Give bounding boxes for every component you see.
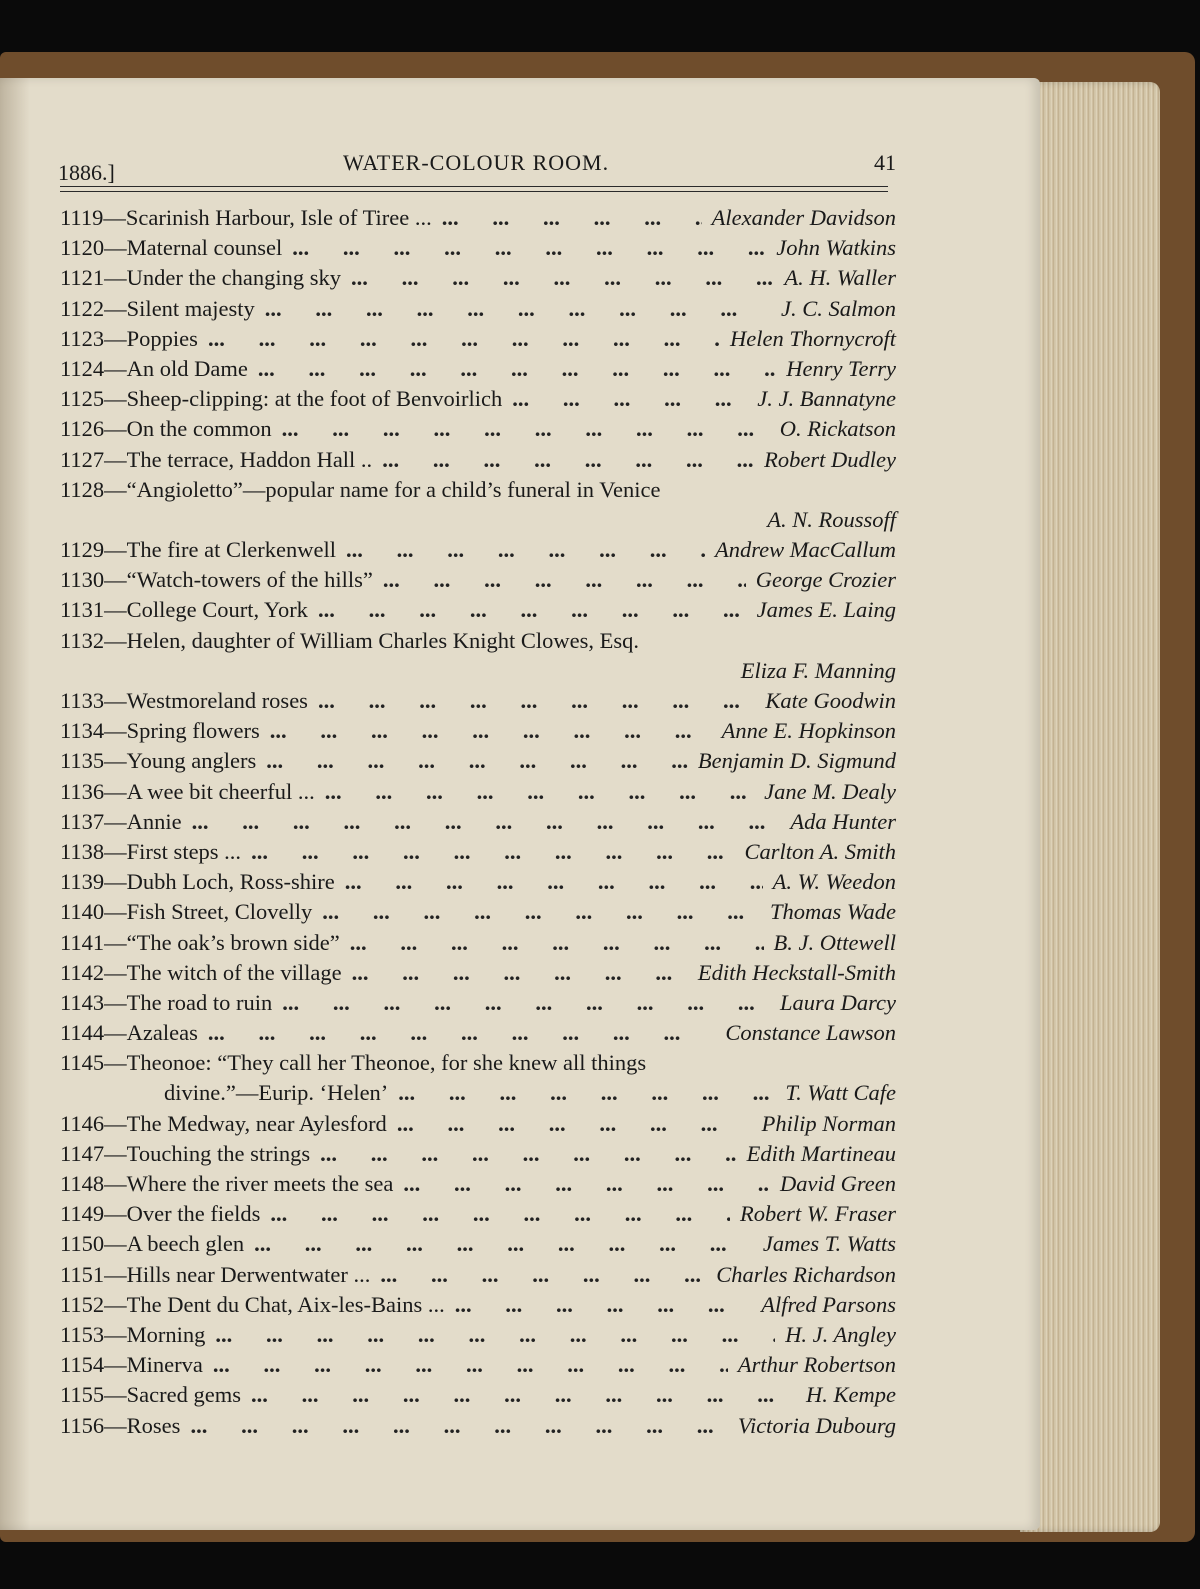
entry-artist: H. J. Angley (785, 1321, 896, 1347)
entry-title: Under the changing sky (126, 265, 341, 291)
entry-title: The road to ruin (126, 989, 273, 1015)
entry-title: “Watch-towers of the hills” (126, 567, 373, 593)
entry-dash: — (104, 1412, 127, 1438)
entry-number: 1122 (60, 295, 105, 321)
catalogue-entry (60, 1290, 896, 1320)
entry-title: Touching the strings (126, 1140, 311, 1166)
entry-dash: — (104, 1201, 127, 1227)
entry-line (60, 867, 896, 897)
entry-artist: H. Kempe (806, 1382, 896, 1408)
entry-number: 1153 (60, 1321, 105, 1347)
entry-artist: A. H. Waller (784, 265, 896, 291)
entry-title: Spring flowers (126, 718, 260, 744)
entry-artist: Benjamin D. Sigmund (697, 748, 896, 774)
entry-line (60, 686, 896, 716)
entry-line (60, 837, 896, 867)
entry-line (60, 928, 896, 958)
entry-number: 1151 (60, 1261, 105, 1287)
catalogue-entry (60, 777, 896, 807)
entry-line (60, 1109, 896, 1139)
entry-line (60, 716, 896, 746)
entry-title: Azaleas (126, 1020, 198, 1046)
entry-artist: Eliza F. Manning (740, 657, 896, 683)
entry-title: Hills near Derwentwater ... (126, 1261, 371, 1287)
entry-artist: Robert Dudley (764, 446, 896, 472)
leader-dots (192, 807, 781, 837)
entry-number: 1156 (60, 1412, 105, 1438)
entry-line (60, 897, 896, 927)
entry-dash: — (104, 1261, 127, 1287)
catalogue-entry (60, 324, 896, 354)
entry-line (60, 777, 896, 807)
entry-number: 1140 (60, 899, 105, 925)
catalogue-entry (60, 535, 896, 565)
entry-dash: — (104, 567, 127, 593)
entry-line (60, 595, 896, 625)
entry-dash: — (104, 1020, 127, 1046)
entry-artist: Andrew MacCallum (714, 537, 896, 563)
entry-line (60, 294, 896, 324)
entry-number: 1143 (60, 989, 105, 1015)
entry-artist: Jane M. Dealy (764, 778, 896, 804)
entry-dash: — (104, 325, 127, 351)
entry-title: Sacred gems (126, 1382, 242, 1408)
entry-line (60, 263, 896, 293)
entry-line (60, 1260, 896, 1290)
leader-dots (320, 1139, 737, 1169)
entry-dash: — (104, 1382, 127, 1408)
entry-number: 1147 (60, 1140, 105, 1166)
entry-dash: — (104, 688, 127, 713)
entry-artist: T. Watt Cafe (785, 1080, 896, 1106)
entry-title: “The oak’s brown side” (126, 929, 340, 955)
entry-title: Morning (126, 1321, 206, 1347)
entry-artist: J. J. Bannatyne (757, 386, 896, 412)
leader-dots (403, 1169, 770, 1199)
entry-artist: Kate Goodwin (765, 688, 896, 713)
entry-artist: Edith Martineau (746, 1140, 896, 1166)
header-rule (60, 186, 888, 192)
catalogue-entry (60, 837, 896, 867)
leader-dots (380, 1260, 706, 1290)
entry-dash: — (104, 537, 127, 563)
entry-dash: — (104, 748, 127, 774)
leader-dots (318, 595, 747, 625)
entry-title: Annie (126, 808, 182, 834)
catalogue-entry (60, 746, 896, 776)
catalogue-entry (60, 1018, 896, 1048)
entry-title: Over the fields (126, 1201, 261, 1227)
leader-dots (282, 988, 770, 1018)
entry-artist: A. N. Roussoff (767, 506, 896, 532)
catalogue-entry (60, 1260, 896, 1290)
entry-number: 1120 (60, 235, 105, 261)
entry-title: A wee bit cheerful ... (126, 778, 315, 804)
catalogue-entry (60, 807, 896, 837)
catalogue-list (60, 203, 896, 1441)
entry-dash: — (104, 627, 127, 653)
entry-title: “Angioletto”—popular name for a child’s funeral in Venice (126, 476, 661, 502)
catalogue-entry (60, 1199, 896, 1229)
entry-dash: — (104, 1291, 127, 1317)
entry-number: 1119 (60, 205, 104, 230)
catalogue-entry (60, 928, 896, 958)
entry-title: Dubh Loch, Ross-shire (126, 869, 335, 895)
leader-dots (208, 1018, 715, 1048)
entry-number: 1152 (60, 1291, 105, 1317)
entry-dash: — (104, 386, 127, 412)
catalogue-entry (60, 1109, 896, 1139)
leader-dots (351, 263, 774, 293)
catalogue-entry (60, 384, 896, 414)
leader-dots (345, 867, 763, 897)
entry-dash: — (104, 597, 127, 623)
entry-artist: James T. Watts (762, 1231, 896, 1257)
entry-title: The Dent du Chat, Aix-les-Bains ... (126, 1291, 445, 1317)
entry-artist: Laura Darcy (779, 989, 896, 1015)
entry-artist: Thomas Wade (769, 899, 896, 925)
leader-dots (383, 565, 746, 595)
entry-line (60, 324, 896, 354)
entry-title: Westmoreland roses (126, 688, 308, 713)
catalogue-entry (60, 414, 896, 444)
page-edges (1020, 82, 1160, 1532)
entry-line (60, 1048, 896, 1078)
entry-title: An old Dame (126, 355, 248, 381)
entry-line (60, 445, 896, 475)
entry-dash: — (104, 1110, 127, 1136)
entry-number: 1125 (60, 386, 105, 412)
entry-title: Silent majesty (126, 295, 255, 321)
entry-artist: Charles Richardson (716, 1261, 896, 1287)
entry-artist: John Watkins (776, 235, 896, 261)
entry-dash: — (104, 929, 127, 955)
entry-line (60, 565, 896, 595)
entry-dash: — (104, 778, 127, 804)
entry-artist: J. C. Salmon (781, 295, 896, 321)
catalogue-entry (60, 1139, 896, 1169)
entry-title-continued: divine.”—Eurip. ‘Helen’ (164, 1080, 389, 1106)
entry-title: Theonoe: “They call her Theonoe, for she knew all things (126, 1050, 647, 1076)
entry-artist: Henry Terry (786, 355, 896, 381)
leader-dots (251, 1380, 796, 1410)
entry-artist: Robert W. Fraser (739, 1201, 896, 1227)
entry-number: 1155 (60, 1382, 105, 1408)
leader-dots (213, 1350, 728, 1380)
entry-title: Fish Street, Clovelly (126, 899, 313, 925)
running-header (58, 140, 898, 185)
entry-number: 1144 (60, 1020, 105, 1046)
entry-line (60, 1380, 896, 1410)
catalogue-entry (60, 233, 896, 263)
entry-dash: — (104, 476, 127, 502)
leader-dots (258, 354, 776, 384)
entry-title: First steps ... (126, 838, 242, 864)
entry-number: 1128 (60, 476, 105, 502)
leader-dots (251, 837, 734, 867)
entry-title: A beech glen (126, 1231, 245, 1257)
entry-dash: — (104, 235, 127, 261)
entry-artist: Edith Heckstall-Smith (697, 959, 896, 985)
entry-number: 1134 (60, 718, 105, 744)
entry-line-artist (60, 505, 896, 535)
entry-artist: Victoria Dubourg (737, 1412, 896, 1438)
entry-artist: Arthur Robertson (737, 1352, 896, 1378)
entry-dash: — (104, 1171, 127, 1196)
entry-number: 1121 (60, 265, 105, 291)
entry-artist: George Crozier (755, 567, 896, 593)
catalogue-entry (60, 867, 896, 897)
catalogue-entry (60, 565, 896, 595)
catalogue-entry (60, 988, 896, 1018)
catalogue-entry (60, 354, 896, 384)
entry-title: On the common (126, 416, 272, 442)
header-room-title: WATER-COLOUR ROOM. (343, 150, 610, 175)
catalogue-entry (60, 626, 896, 686)
catalogue-entry (60, 716, 896, 746)
leader-dots (398, 1078, 775, 1108)
entry-artist: O. Rickatson (779, 416, 896, 442)
entry-dash: — (104, 959, 127, 985)
entry-number: 1127 (60, 446, 105, 472)
entry-line (60, 354, 896, 384)
entry-title: The terrace, Haddon Hall .. (126, 446, 373, 472)
entry-artist: David Green (779, 1171, 896, 1196)
entry-number: 1133 (60, 688, 105, 713)
entry-line (60, 1229, 896, 1259)
catalogue-entry (60, 1411, 896, 1441)
entry-artist: Philip Norman (761, 1110, 896, 1136)
entry-dash: — (104, 1050, 127, 1076)
entry-number: 1141 (60, 929, 105, 955)
entry-line (60, 535, 896, 565)
entry-line (60, 958, 896, 988)
entry-dash: — (104, 1140, 127, 1166)
entry-line (60, 988, 896, 1018)
leader-dots (325, 777, 754, 807)
entry-dash: — (104, 1352, 127, 1378)
entry-title: Poppies (126, 325, 198, 351)
entry-dash: — (104, 295, 127, 321)
leader-dots (512, 384, 747, 414)
entry-number: 1132 (60, 627, 105, 653)
entry-title: College Court, York (126, 597, 308, 623)
leader-dots (442, 203, 702, 233)
catalogue-entry (60, 1350, 896, 1380)
entry-line (60, 203, 896, 233)
entry-number: 1139 (60, 869, 105, 895)
entry-dash: — (104, 1231, 127, 1257)
catalogue-entry (60, 958, 896, 988)
catalogue-entry (60, 263, 896, 293)
leader-dots (190, 1411, 727, 1441)
entry-artist: Alfred Parsons (761, 1291, 896, 1317)
entry-dash: — (104, 899, 127, 925)
entry-title: Sheep-clipping: at the foot of Benvoirlich (126, 386, 503, 412)
entry-number: 1148 (60, 1171, 105, 1196)
catalogue-entry (60, 445, 896, 475)
catalogue-entry (60, 203, 896, 233)
header-year: 1886.] (58, 160, 115, 185)
entry-number: 1154 (60, 1352, 105, 1378)
entry-number: 1142 (60, 959, 105, 985)
entry-number: 1146 (60, 1110, 105, 1136)
leader-dots (208, 324, 720, 354)
leader-dots (292, 233, 766, 263)
entry-number: 1150 (60, 1231, 105, 1257)
leader-dots (265, 294, 771, 324)
entry-number: 1131 (60, 597, 105, 623)
entry-number: 1129 (60, 537, 105, 563)
entry-line (60, 233, 896, 263)
catalogue-entry (60, 897, 896, 927)
leader-dots (322, 897, 760, 927)
gutter-shadow (0, 78, 30, 1530)
entry-dash: — (104, 989, 127, 1015)
entry-dash: — (104, 265, 127, 291)
entry-dash: — (104, 416, 127, 442)
leader-dots (352, 958, 688, 988)
entry-dash: — (104, 718, 127, 744)
leader-dots (382, 445, 754, 475)
entry-number: 1124 (60, 355, 105, 381)
catalogue-entry (60, 1048, 896, 1108)
entry-title: Young anglers (126, 748, 257, 774)
entry-artist: Carlton A. Smith (744, 838, 896, 864)
catalogue-entry (60, 294, 896, 324)
entry-title: Maternal counsel (126, 235, 283, 261)
entry-line (60, 1018, 896, 1048)
entry-number: 1137 (60, 808, 105, 834)
catalogue-entry (60, 1169, 896, 1199)
entry-title: Roses (126, 1412, 181, 1438)
entry-title: The Medway, near Aylesford (126, 1110, 387, 1136)
catalogue-entry (60, 1320, 896, 1350)
entry-line-continued (60, 1078, 896, 1108)
entry-dash: — (103, 205, 126, 230)
leader-dots (346, 535, 705, 565)
entry-number: 1126 (60, 416, 105, 442)
entry-dash: — (104, 446, 127, 472)
catalogue-entry (60, 686, 896, 716)
entry-artist: Anne E. Hopkinson (721, 718, 896, 744)
entry-number: 1145 (60, 1050, 105, 1076)
entry-line (60, 1290, 896, 1320)
entry-line (60, 1350, 896, 1380)
entry-dash: — (104, 355, 127, 381)
entry-number: 1135 (60, 748, 105, 774)
page-number: 41 (874, 150, 896, 175)
entry-line (60, 1199, 896, 1229)
entry-line (60, 626, 896, 656)
entry-number: 1123 (60, 325, 105, 351)
entry-artist: Constance Lawson (725, 1020, 896, 1046)
leader-dots (270, 716, 712, 746)
entry-artist: Alexander Davidson (711, 205, 896, 230)
entry-number: 1149 (60, 1201, 105, 1227)
entry-title: Scarinish Harbour, Isle of Tiree ... (125, 205, 432, 230)
entry-artist: A. W. Weedon (772, 869, 896, 895)
leader-dots (266, 746, 688, 776)
entry-artist: Helen Thornycroft (729, 325, 896, 351)
entry-line (60, 384, 896, 414)
leader-dots (282, 414, 770, 444)
entry-dash: — (104, 838, 127, 864)
entry-number: 1130 (60, 567, 105, 593)
catalogue-entry (60, 475, 896, 535)
entry-line-artist (60, 656, 896, 686)
catalogue-entry (60, 1380, 896, 1410)
entry-artist: Ada Hunter (790, 808, 896, 834)
entry-line (60, 414, 896, 444)
leader-dots (270, 1199, 730, 1229)
entry-title: The witch of the village (126, 959, 342, 985)
entry-line (60, 746, 896, 776)
entry-artist: B. J. Ottewell (773, 929, 896, 955)
entry-line (60, 807, 896, 837)
entry-artist: James E. Laing (756, 597, 896, 623)
entry-line (60, 1169, 896, 1199)
leader-dots (215, 1320, 775, 1350)
entry-number: 1136 (60, 778, 105, 804)
entry-dash: — (104, 1321, 127, 1347)
leader-dots (318, 686, 755, 716)
entry-line (60, 1411, 896, 1441)
entry-line (60, 1320, 896, 1350)
entry-title: Helen, daughter of William Charles Knight Clowes, Esq. (126, 627, 640, 653)
entry-dash: — (104, 869, 127, 895)
leader-dots (397, 1109, 752, 1139)
catalogue-entry (60, 1229, 896, 1259)
leader-dots (254, 1229, 753, 1259)
leader-dots (350, 928, 764, 958)
entry-title: Where the river meets the sea (126, 1171, 394, 1196)
catalogue-entry (60, 595, 896, 625)
leader-dots (455, 1290, 751, 1320)
entry-number: 1138 (60, 838, 105, 864)
entry-line (60, 1139, 896, 1169)
entry-line (60, 475, 896, 505)
entry-title: The fire at Clerkenwell (126, 537, 336, 563)
entry-dash: — (104, 808, 127, 834)
entry-title: Minerva (126, 1352, 203, 1378)
